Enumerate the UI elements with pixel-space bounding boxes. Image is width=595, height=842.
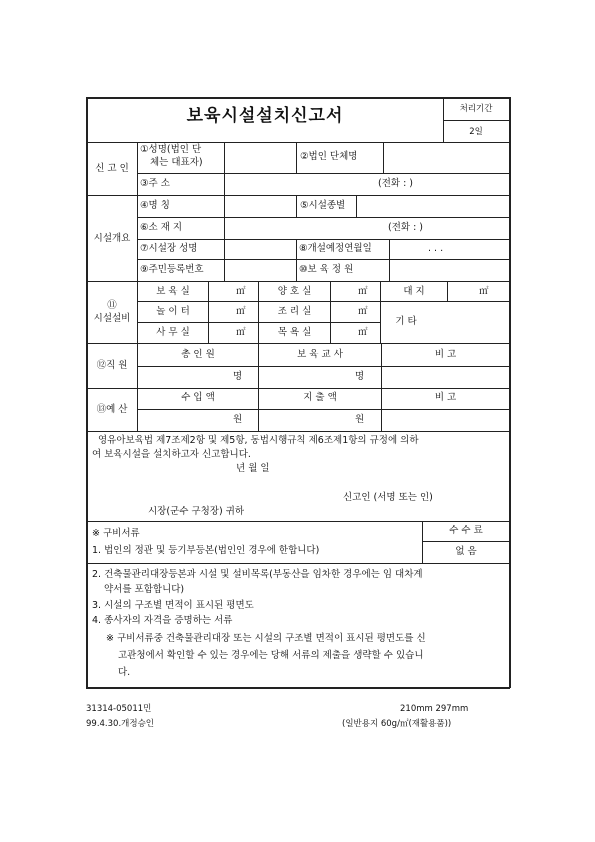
document-item-2-line2: 약서를 포함합니다) bbox=[104, 584, 185, 595]
equipment-land: 대 지 bbox=[403, 286, 425, 297]
declaration-recipient: 시장(군수 구청장) 귀하 bbox=[148, 506, 245, 517]
frame-bottom bbox=[86, 687, 510, 689]
unit-persons: 명 bbox=[233, 371, 243, 382]
equipment-bathroom: 목 욕 실 bbox=[277, 327, 312, 338]
facility-phone: (전화 : ) bbox=[388, 222, 424, 233]
equipment-kitchen: 조 리 실 bbox=[277, 306, 312, 317]
footer-form-code: 31314-05011민 bbox=[86, 704, 152, 714]
staff-remarks-header: 비 고 bbox=[434, 349, 457, 360]
open-date-value: . . . bbox=[428, 243, 444, 254]
unit-sqm: ㎡ bbox=[236, 286, 246, 297]
documents-heading: ※ 구비서류 bbox=[92, 528, 140, 539]
applicant-phone: (전화 : ) bbox=[378, 178, 414, 189]
budget-section-label: ⑬예 산 bbox=[96, 404, 128, 415]
equipment-infirmary: 양 호 실 bbox=[277, 286, 312, 297]
document-item-3: 3. 시설의 구조별 면적이 표시된 평면도 bbox=[92, 600, 254, 611]
equipment-section-label: 시설설비 bbox=[93, 313, 131, 324]
unit-won: 원 bbox=[355, 414, 365, 425]
unit-persons: 명 bbox=[355, 371, 365, 382]
applicant-section-label: 신 고 인 bbox=[95, 163, 129, 174]
unit-sqm: ㎡ bbox=[358, 286, 368, 297]
unit-sqm: ㎡ bbox=[479, 286, 489, 297]
unit-won: 원 bbox=[233, 414, 243, 425]
equipment-section-number: ⑪ bbox=[107, 300, 117, 311]
staff-total-header: 총 인 원 bbox=[181, 349, 215, 360]
equipment-office: 사 무 실 bbox=[156, 327, 190, 338]
staff-teachers-header: 보 육 교 사 bbox=[297, 349, 343, 360]
footer-paper-spec: (일반용지 60g/㎡(재활용품)) bbox=[342, 719, 452, 729]
declaration-line2: 여 보육시설을 설치하고자 신고합니다. bbox=[92, 449, 251, 460]
facility-location-label: ⑥소 재 지 bbox=[140, 222, 183, 233]
declaration-signer: 신고인 (서명 또는 인) bbox=[343, 492, 433, 503]
budget-remarks-header: 비 고 bbox=[434, 392, 457, 403]
capacity-label: ⑩보 육 정 원 bbox=[299, 264, 354, 275]
document-note-line1: ※ 구비서류중 건축물관리대장 또는 시설의 구조별 면적이 표시된 평면도를 신 bbox=[106, 633, 426, 644]
budget-expense-header: 지 출 액 bbox=[303, 392, 337, 403]
form-title: 보육시설설치신고서 bbox=[186, 106, 344, 126]
facility-head-label: ⑦시설장 성명 bbox=[140, 243, 198, 254]
facility-section-label: 시설개요 bbox=[93, 233, 131, 244]
equipment-playground: 놀 이 터 bbox=[156, 306, 190, 317]
budget-income-header: 수 입 액 bbox=[181, 392, 215, 403]
document-item-1: 1. 법인의 정관 및 등기부등본(법인인 경우에 한합니다) bbox=[92, 545, 320, 556]
document-item-2-line1: 2. 건축물관리대장등본과 시설 및 설비목록(부동산을 임차한 경우에는 임 대차계 bbox=[92, 569, 423, 580]
document-note-line3: 다. bbox=[118, 667, 131, 678]
address-label: ③주 소 bbox=[140, 178, 170, 189]
document-note-line2: 고관청에서 확인할 수 있는 경우에는 당해 서류의 제출을 생략할 수 있습니 bbox=[118, 650, 424, 661]
unit-sqm: ㎡ bbox=[358, 306, 368, 317]
processing-value: 2일 bbox=[469, 127, 483, 137]
unit-sqm: ㎡ bbox=[236, 327, 246, 338]
equipment-other: 기 타 bbox=[395, 316, 417, 327]
declaration-date: 년 월 일 bbox=[236, 463, 270, 474]
name-label-line2: 체는 대표자) bbox=[150, 157, 203, 168]
fee-value: 없 음 bbox=[455, 546, 477, 557]
facility-name-label: ④명 칭 bbox=[140, 200, 170, 211]
footer-paper-size: 210mm 297mm bbox=[400, 704, 469, 714]
name-label-line1: ①성명(법인 단 bbox=[140, 144, 202, 155]
footer-approval: 99.4.30.개정승인 bbox=[86, 719, 154, 729]
fee-label: 수 수 료 bbox=[449, 525, 483, 536]
unit-sqm: ㎡ bbox=[358, 327, 368, 338]
frame-right bbox=[509, 97, 511, 688]
rrn-label: ⑨주민등록번호 bbox=[140, 264, 204, 275]
staff-section-label: ⑫직 원 bbox=[96, 360, 128, 371]
declaration-line1: 영유아보육법 제7조제2항 및 제5항, 동법시행규칙 제6조제1항의 규정에 의하 bbox=[98, 435, 419, 446]
corp-name-label: ②법인 단체명 bbox=[300, 151, 358, 162]
equipment-nursery-room: 보 육 실 bbox=[156, 286, 190, 297]
unit-sqm: ㎡ bbox=[236, 306, 246, 317]
facility-type-label: ⑤시설종별 bbox=[300, 200, 346, 211]
document-item-4: 4. 종사자의 자격을 증명하는 서류 bbox=[92, 615, 233, 626]
frame-left bbox=[86, 97, 88, 688]
frame-top bbox=[86, 97, 510, 99]
open-date-label: ⑧개설예정연월일 bbox=[299, 243, 372, 254]
processing-label: 처리기간 bbox=[459, 104, 493, 114]
